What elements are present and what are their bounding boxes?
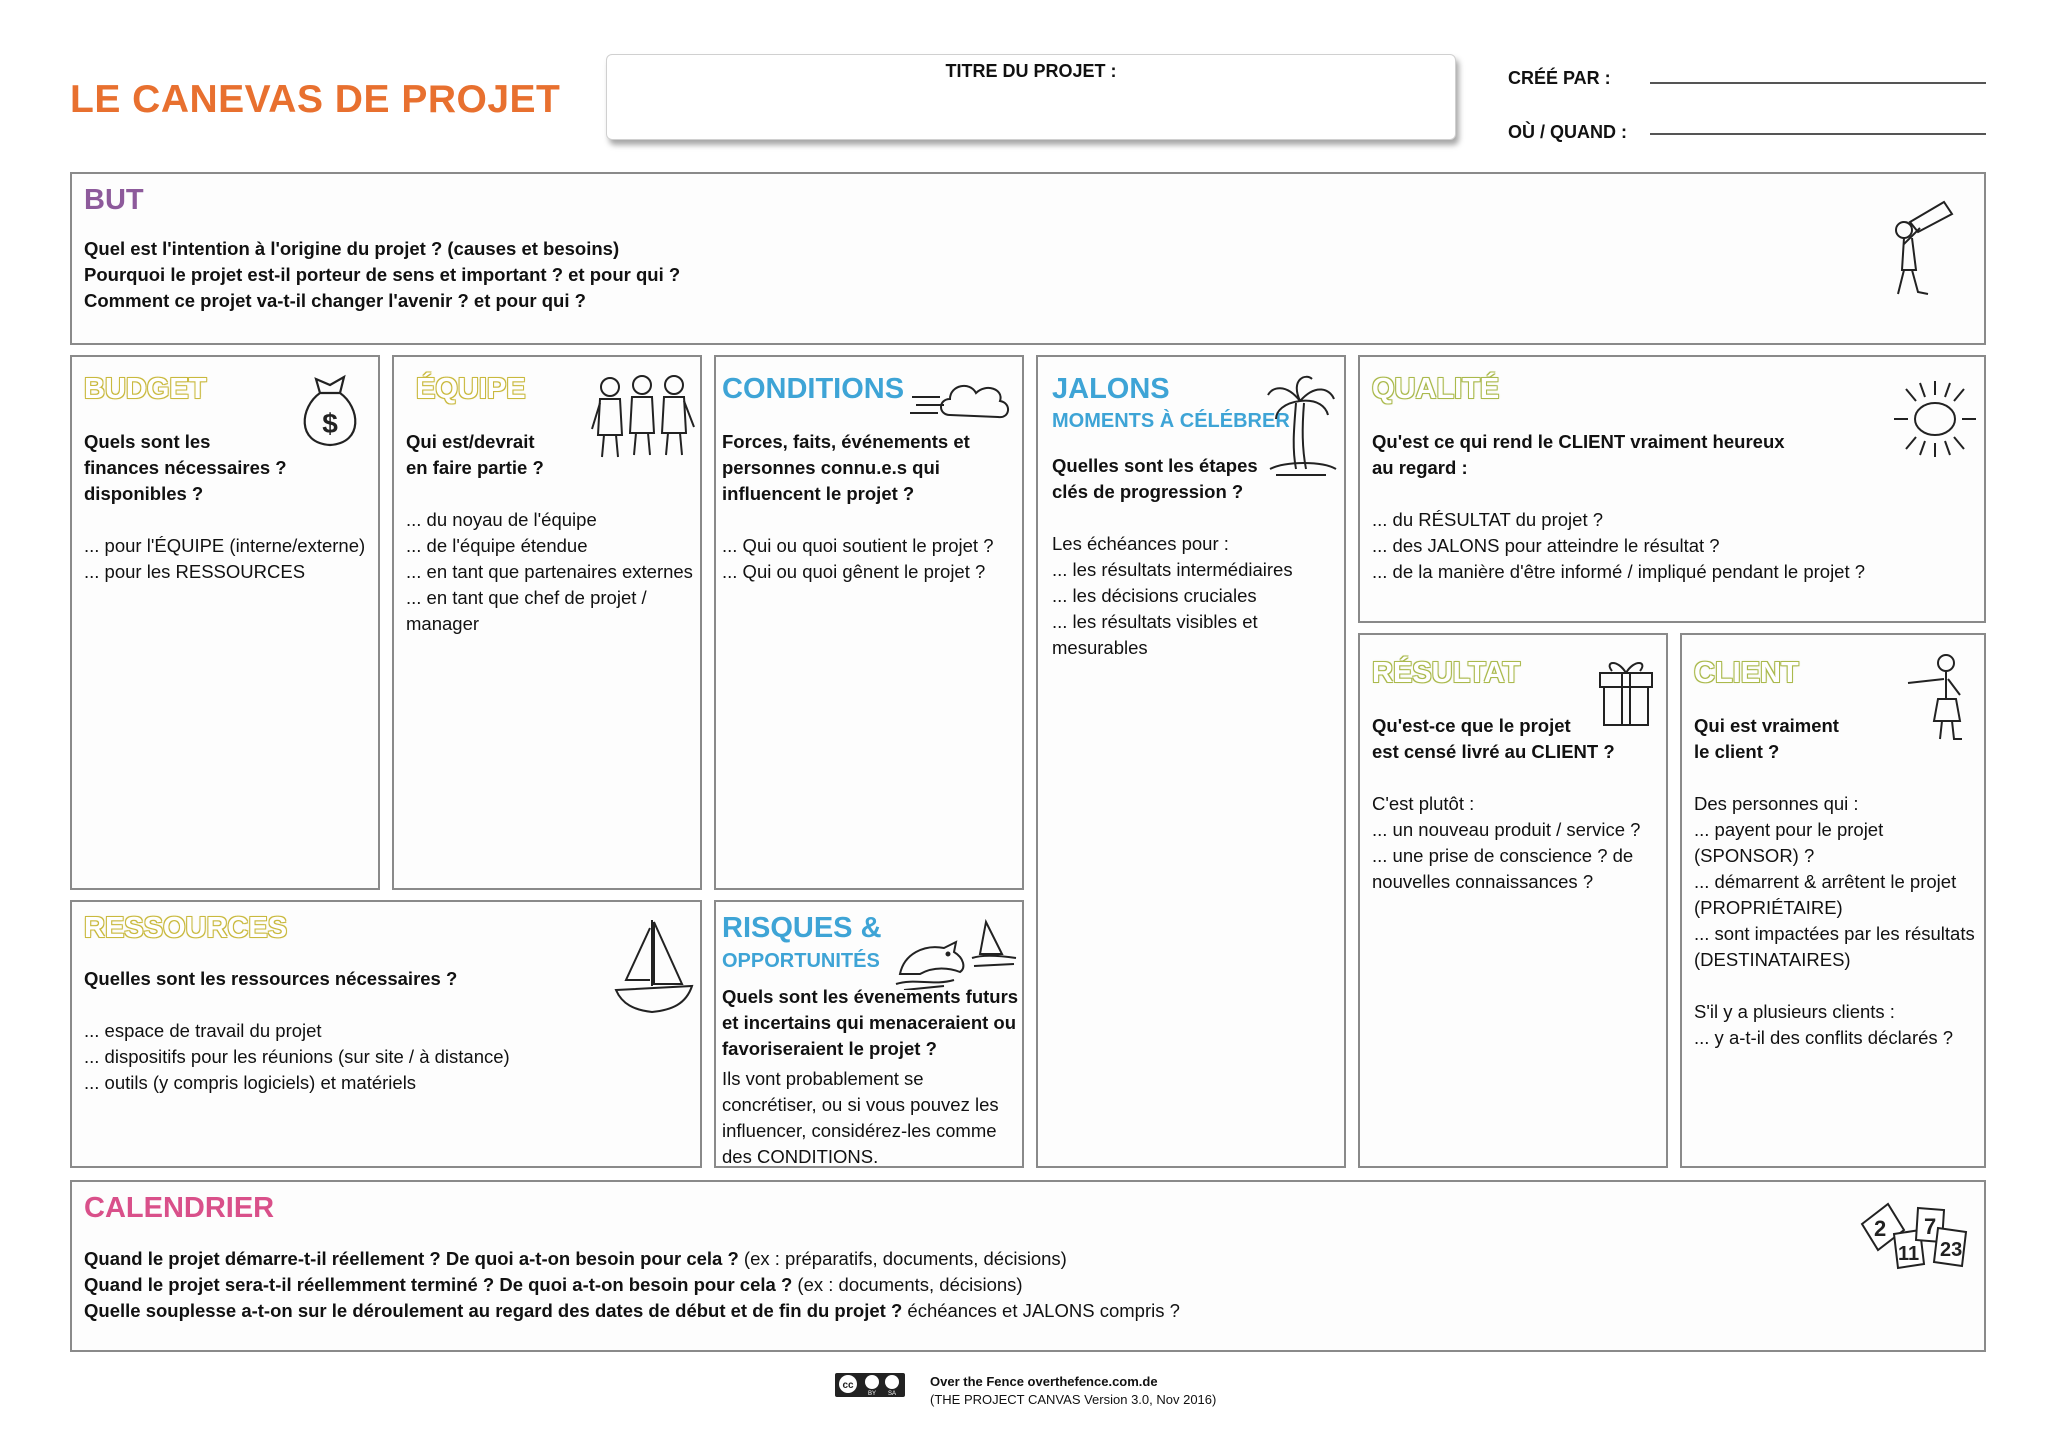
jalons-subtitle: MOMENTS À CÉLÉBRER bbox=[1052, 410, 1290, 432]
calendrier-line-1-normal: (ex : préparatifs, documents, décisions) bbox=[738, 1248, 1067, 1269]
calendrier-line-3-normal: échéances et JALONS compris ? bbox=[902, 1300, 1180, 1321]
equipe-title: ÉQUIPE bbox=[416, 373, 526, 405]
resultat-title: RÉSULTAT bbox=[1372, 657, 1521, 689]
project-title-field[interactable] bbox=[606, 54, 1456, 140]
cal-number: 23 bbox=[1940, 1239, 1963, 1261]
project-title-label: TITRE DU PROJET : bbox=[945, 61, 1117, 81]
cal-number: 2 bbox=[1874, 1216, 1887, 1241]
conditions-question-2: personnes connu.e.s qui bbox=[722, 457, 940, 478]
calendrier-line-3-bold: Quelle souplesse a-t-on sur le déroulement au regard des dates de début et de fin du projet ? bbox=[84, 1300, 903, 1321]
risques-item: concrétiser, ou si vous pouvez les bbox=[722, 1094, 999, 1115]
client-section bbox=[1680, 633, 1986, 1168]
qualite-item: ... du RÉSULTAT du projet ? bbox=[1372, 509, 1604, 530]
budget-question-2: finances nécessaires ? bbox=[84, 457, 287, 478]
where-when-field[interactable] bbox=[1650, 133, 1986, 135]
client-item: S'il y a plusieurs clients : bbox=[1694, 1001, 1895, 1022]
budget-question-3: disponibles ? bbox=[84, 483, 204, 504]
conditions-question-3: influencent le projet ? bbox=[722, 483, 915, 504]
client-item: (PROPRIÉTAIRE) bbox=[1694, 897, 1843, 918]
conditions-title: CONDITIONS bbox=[722, 373, 905, 405]
ressources-question: Quelles sont les ressources nécessaires ? bbox=[84, 968, 458, 989]
resultat-question-1: Qu'est-ce que le projet bbox=[1372, 715, 1571, 736]
client-question-2: le client ? bbox=[1694, 741, 1780, 762]
but-line-3: Comment ce projet va-t-il changer l'avenir ? et pour qui ? bbox=[84, 290, 586, 311]
cal-number: 11 bbox=[1898, 1243, 1920, 1265]
client-item: ... sont impactées par les résultats bbox=[1694, 923, 1975, 944]
calendrier-section bbox=[70, 1180, 1986, 1352]
but-section bbox=[70, 172, 1986, 345]
created-by-field[interactable] bbox=[1650, 82, 1986, 84]
conditions-section bbox=[714, 355, 1024, 890]
client-title: CLIENT bbox=[1694, 657, 1799, 689]
cc-badge-text: cc bbox=[842, 1380, 854, 1391]
qualite-item: ... des JALONS pour atteindre le résultat ? bbox=[1372, 535, 1720, 556]
resultat-question-2: est censé livré au CLIENT ? bbox=[1372, 741, 1615, 762]
budget-item: ... pour les RESSOURCES bbox=[84, 561, 306, 582]
resultat-item: C'est plutôt : bbox=[1372, 793, 1475, 814]
budget-question-1: Quels sont les bbox=[84, 431, 211, 452]
risques-item: influencer, considérez-les comme bbox=[722, 1120, 997, 1141]
ressources-item: ... espace de travail du projet bbox=[84, 1020, 322, 1041]
risques-question-1: Quels sont les évenements futurs bbox=[722, 986, 1019, 1007]
but-line-2: Pourquoi le projet est-il porteur de sens et important ? et pour qui ? bbox=[84, 264, 681, 285]
page-title: LE CANEVAS DE PROJET bbox=[70, 78, 561, 121]
equipe-question-2: en faire partie ? bbox=[406, 457, 544, 478]
risques-title: RISQUES & bbox=[722, 912, 882, 944]
risques-item: Ils vont probablement se bbox=[722, 1068, 924, 1089]
sailboat-icon bbox=[612, 914, 696, 1018]
jalons-item: ... les résultats visibles et bbox=[1052, 611, 1258, 632]
resultat-item: nouvelles connaissances ? bbox=[1372, 871, 1594, 892]
cal-number: 7 bbox=[1924, 1214, 1937, 1239]
jalons-item: ... les décisions cruciales bbox=[1052, 585, 1257, 606]
equipe-section bbox=[392, 355, 702, 890]
risques-section bbox=[714, 900, 1024, 1168]
calendrier-line-2-normal: (ex : documents, décisions) bbox=[792, 1274, 1023, 1295]
qualite-question-1: Qu'est ce qui rend le CLIENT vraiment heureux bbox=[1372, 431, 1785, 452]
equipe-item: ... de l'équipe étendue bbox=[406, 535, 588, 556]
calendrier-line-2 bbox=[84, 1272, 1023, 1298]
resultat-item: ... une prise de conscience ? de bbox=[1372, 845, 1634, 866]
jalons-title: JALONS bbox=[1052, 373, 1170, 405]
team-people-icon bbox=[590, 373, 696, 463]
resultat-item: ... un nouveau produit / service ? bbox=[1372, 819, 1641, 840]
svg-text:$: $ bbox=[322, 408, 338, 439]
client-item: (SPONSOR) ? bbox=[1694, 845, 1815, 866]
equipe-item: manager bbox=[406, 613, 480, 634]
equipe-question-1: Qui est/devrait bbox=[406, 431, 535, 452]
cc-license-icon bbox=[834, 1372, 906, 1398]
qualite-section bbox=[1358, 355, 1986, 623]
ressources-title: RESSOURCES bbox=[84, 912, 288, 944]
ressources-section bbox=[70, 900, 702, 1168]
budget-title: BUDGET bbox=[84, 373, 207, 405]
but-line-1: Quel est l'intention à l'origine du projet ? (causes et besoins) bbox=[84, 238, 620, 259]
qualite-item: ... de la manière d'être informé / impliqué pendant le projet ? bbox=[1372, 561, 1866, 582]
ressources-item: ... outils (y compris logiciels) et matériels bbox=[84, 1072, 417, 1093]
budget-section bbox=[70, 355, 380, 890]
footer-version: (THE PROJECT CANVAS Version 3.0, Nov 2016) bbox=[930, 1392, 1217, 1407]
but-title: BUT bbox=[84, 184, 144, 216]
client-item: ... y a-t-il des conflits déclarés ? bbox=[1694, 1027, 1954, 1048]
risques-subtitle: OPPORTUNITÉS bbox=[722, 950, 880, 972]
money-bag-icon bbox=[290, 371, 370, 451]
calendar-pages-icon bbox=[1858, 1194, 1978, 1284]
conditions-item: ... Qui ou quoi gênent le projet ? bbox=[722, 561, 986, 582]
cloud-wind-icon bbox=[910, 373, 1016, 429]
jalons-question-2: clés de progression ? bbox=[1052, 481, 1244, 502]
equipe-item: ... en tant que partenaires externes bbox=[406, 561, 693, 582]
calendrier-line-2-bold: Quand le projet sera-t-il réellemment terminé ? De quoi a-t-on besoin pour cela ? bbox=[84, 1274, 793, 1295]
qualite-title: QUALITÉ bbox=[1372, 373, 1500, 405]
calendrier-line-3 bbox=[84, 1298, 1180, 1324]
jalons-section bbox=[1036, 355, 1346, 1168]
client-item: ... payent pour le projet bbox=[1694, 819, 1884, 840]
footer-credit: Over the Fence overthefence.com.de bbox=[930, 1374, 1158, 1389]
client-item: Des personnes qui : bbox=[1694, 793, 1859, 814]
calendrier-line-1-bold: Quand le projet démarre-t-il réellement ? De quoi a-t-on besoin pour cela ? bbox=[84, 1248, 739, 1269]
resultat-section bbox=[1358, 633, 1668, 1168]
telescope-person-icon bbox=[1882, 194, 1962, 304]
palm-island-icon bbox=[1266, 373, 1338, 485]
equipe-item: ... en tant que chef de projet / bbox=[406, 587, 647, 608]
jalons-item: mesurables bbox=[1052, 637, 1148, 658]
jalons-item: Les échéances pour : bbox=[1052, 533, 1229, 554]
person-pointing-icon bbox=[1904, 651, 1970, 743]
risques-question-2: et incertains qui menaceraient ou bbox=[722, 1012, 1017, 1033]
gift-box-icon bbox=[1596, 653, 1656, 729]
jalons-question-1: Quelles sont les étapes bbox=[1052, 455, 1258, 476]
calendrier-line-1 bbox=[84, 1246, 1067, 1272]
client-question-1: Qui est vraiment bbox=[1694, 715, 1839, 736]
risques-question-3: favoriseraient le projet ? bbox=[722, 1038, 937, 1059]
client-item: ... démarrent & arrêtent le projet bbox=[1694, 871, 1957, 892]
equipe-item: ... du noyau de l'équipe bbox=[406, 509, 597, 530]
where-when-label: OÙ / QUAND : bbox=[1508, 122, 1627, 142]
ressources-item: ... dispositifs pour les réunions (sur site / à distance) bbox=[84, 1046, 510, 1067]
qualite-question-2: au regard : bbox=[1372, 457, 1468, 478]
cc-sa-text: SA bbox=[887, 1391, 897, 1397]
risques-item: des CONDITIONS. bbox=[722, 1146, 879, 1167]
jalons-item: ... les résultats intermédiaires bbox=[1052, 559, 1293, 580]
calendrier-title: CALENDRIER bbox=[84, 1192, 275, 1224]
conditions-question-1: Forces, faits, événements et bbox=[722, 431, 970, 452]
client-item: (DESTINATAIRES) bbox=[1694, 949, 1851, 970]
conditions-item: ... Qui ou quoi soutient le projet ? bbox=[722, 535, 994, 556]
cc-by-text: BY bbox=[867, 1391, 877, 1397]
dolphin-shark-icon bbox=[894, 914, 1018, 990]
created-by-label: CRÉÉ PAR : bbox=[1508, 68, 1611, 88]
sun-icon bbox=[1890, 377, 1980, 461]
budget-item: ... pour l'ÉQUIPE (interne/externe) bbox=[84, 535, 366, 556]
